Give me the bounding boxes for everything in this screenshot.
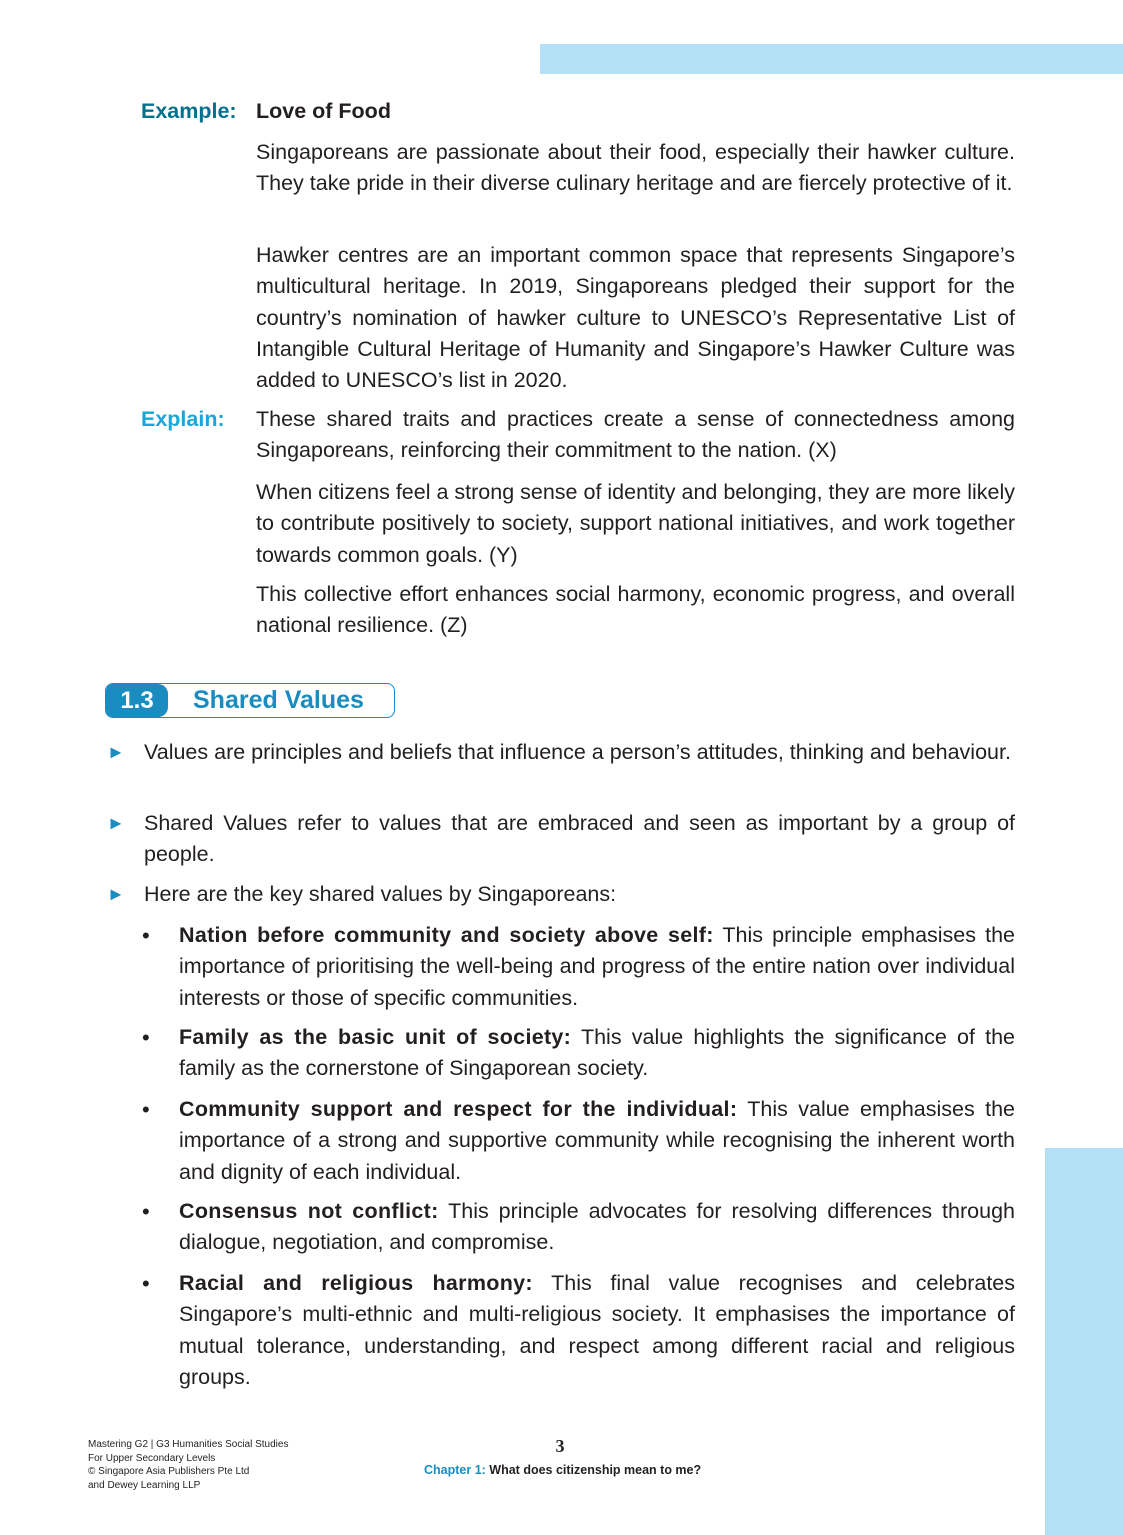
value-term: Community support and respect for the individual: <box>179 1097 738 1121</box>
dot-bullet-icon: • <box>142 923 150 948</box>
value-item-4 <box>179 1196 1015 1259</box>
page-number: 3 <box>555 1436 565 1456</box>
chapter-label: Chapter 1: <box>424 1463 486 1477</box>
footer-level: For Upper Secondary Levels <box>88 1452 216 1464</box>
dot-bullet-icon: • <box>142 1199 150 1224</box>
value-term: Nation before community and society above self: <box>179 923 714 947</box>
value-description: This value highlights the significance of the family as the cornerstone of Singaporean society. <box>179 1025 1016 1081</box>
value-term: Racial and religious harmony: <box>179 1271 533 1295</box>
chapter-footer <box>424 1463 701 1477</box>
value-description: This final value recognises and celebrates Singapore’s multi-ethnic and multi-religious society. It emphasises the importance of mutual tolerance, understanding, and respect among different racial and religious groups. <box>179 1271 1016 1389</box>
side-decorative-band <box>1045 1148 1123 1535</box>
top-decorative-band <box>540 44 1123 74</box>
value-description: This value emphasises the importance of a strong and supportive community while recognising the inherent worth and dignity of each individual. <box>179 1097 1015 1184</box>
explain-paragraph-2: When citizens feel a strong sense of identity and belonging, they are more likely to contribute positively to society, support national initiatives, and work together towards common goals. (Y) <box>256 480 1015 567</box>
section-heading <box>105 683 395 718</box>
value-description: This principle emphasises the importance of prioritising the well-being and progress of the entire nation over individual interests or those of specific communities. <box>179 923 1015 1010</box>
bullet-item-1: Values are principles and beliefs that influence a person’s attitudes, thinking and behaviour. <box>144 740 1011 764</box>
value-description: This principle advocates for resolving differences through dialogue, negotiation, and compromise. <box>179 1199 1015 1255</box>
bullet-item-2: Shared Values refer to values that are embraced and seen as important by a group of people. <box>144 811 1015 867</box>
explain-paragraph-3: This collective effort enhances social harmony, economic progress, and overall national resilience. (Z) <box>256 582 1015 638</box>
arrow-bullet-icon: ► <box>107 813 125 833</box>
footer-copyright: © Singapore Asia Publishers Pte Ltd <box>88 1466 250 1477</box>
bullet-item-3: Here are the key shared values by Singaporeans: <box>144 882 617 906</box>
footer-publisher-info <box>88 1438 288 1492</box>
section-title: Shared Values <box>193 686 364 714</box>
example-title: Love of Food <box>256 99 391 123</box>
footer-copyright-cont: and Dewey Learning LLP <box>88 1479 201 1491</box>
value-item-5 <box>179 1268 1015 1393</box>
footer-book-title: Mastering G2 | G3 Humanities Social Studies <box>88 1439 289 1450</box>
section-number: 1.3 <box>106 684 168 717</box>
example-label: Example: <box>141 99 237 123</box>
explain-label: Explain: <box>141 407 225 431</box>
dot-bullet-icon: • <box>142 1271 150 1296</box>
chapter-title: What does citizenship mean to me? <box>485 1463 702 1477</box>
arrow-bullet-icon: ► <box>107 742 125 762</box>
value-term: Consensus not conflict: <box>179 1199 439 1223</box>
dot-bullet-icon: • <box>142 1025 150 1050</box>
example-paragraph-1: Singaporeans are passionate about their food, especially their hawker culture. They take pride in their diverse culinary heritage and are fiercely protective of it. <box>256 140 1015 196</box>
value-term: Family as the basic unit of society: <box>179 1025 572 1049</box>
value-item-2 <box>179 1022 1015 1085</box>
explain-paragraph-1: These shared traits and practices create a sense of connectedness among Singaporeans, reinforcing their commitment to the nation. (X) <box>256 407 1015 463</box>
value-item-1 <box>179 920 1015 1014</box>
value-item-3 <box>179 1094 1015 1188</box>
dot-bullet-icon: • <box>142 1097 150 1122</box>
example-paragraph-2: Hawker centres are an important common space that represents Singapore’s multicultural heritage. In 2019, Singaporeans pledged their support for the country’s nomination of hawker culture to UNESCO’s Representative List of Intangible Cultural Heritage of Humanity and Singapore’s Hawker Culture was added to UNESCO’s list in 2020. <box>256 243 1015 393</box>
arrow-bullet-icon: ► <box>107 884 125 904</box>
